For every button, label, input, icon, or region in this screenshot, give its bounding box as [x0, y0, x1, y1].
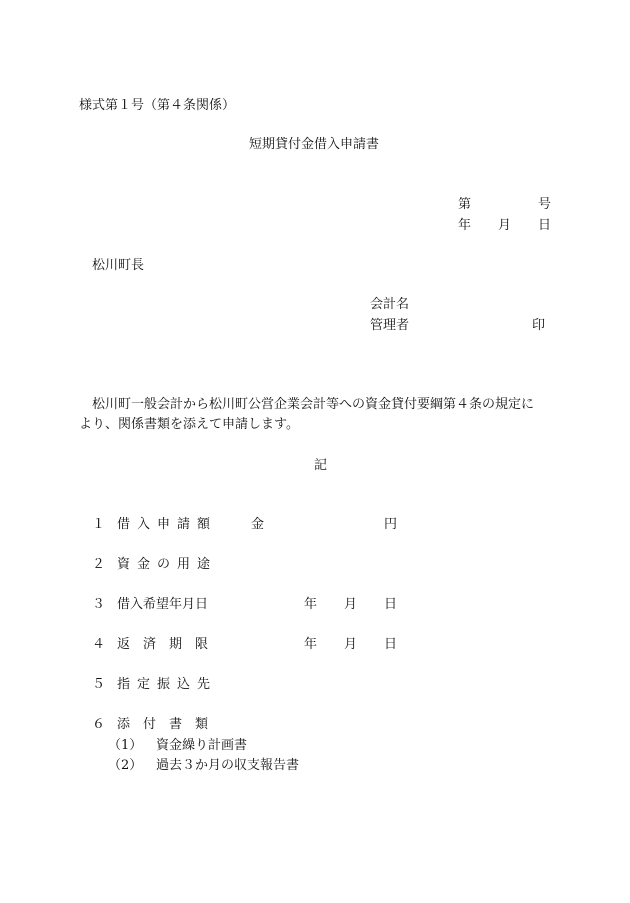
item3-number: ３ — [92, 597, 106, 612]
document-title: 短期貸付金借入申請書 — [249, 137, 380, 152]
number-suffix: 号 — [538, 197, 552, 212]
number-prefix: 第 — [458, 197, 472, 212]
item1-unit: 円 — [384, 517, 398, 532]
attachment-1-text: 資金繰り計画書 — [156, 738, 248, 753]
item3-year: 年 — [304, 597, 318, 612]
item1-label: 借入申請額 — [117, 517, 218, 532]
item5-label: 指定振込先 — [117, 677, 218, 692]
item4-year: 年 — [304, 637, 318, 652]
item3-label: 借入希望年月日 — [117, 597, 209, 612]
item3-day: 日 — [384, 597, 398, 612]
item4-month: 月 — [344, 637, 358, 652]
item4-number: ４ — [92, 637, 106, 652]
item6-number: ６ — [92, 717, 106, 732]
attachment-1-number: （1） — [108, 738, 143, 753]
attachment-2-text: 過去３か月の収支報告書 — [156, 758, 300, 773]
item4-label: 返済期限 — [117, 637, 222, 652]
account-name-label: 会計名 — [370, 297, 410, 312]
item4-day: 日 — [384, 637, 398, 652]
date-year: 年 — [458, 218, 472, 233]
date-day: 日 — [538, 218, 552, 233]
item3-month: 月 — [344, 597, 358, 612]
item5-number: ５ — [92, 677, 106, 692]
body-line-1: 松川町一般会計から松川町公営企業会計等への資金貸付要綱第４条の規定に — [92, 397, 535, 412]
manager-label: 管理者 — [370, 318, 410, 333]
item2-label: 資金の用途 — [117, 557, 218, 572]
record-heading: 記 — [314, 458, 328, 473]
date-month: 月 — [498, 218, 512, 233]
item1-number: １ — [92, 517, 106, 532]
body-line-2: より、関係書類を添えて申請します。 — [79, 417, 299, 432]
item1-currency-prefix: 金 — [251, 517, 265, 532]
form-number: 様式第１号（第４条関係） — [79, 98, 236, 113]
seal-mark: 印 — [532, 318, 546, 333]
addressee: 松川町長 — [92, 258, 145, 273]
item2-number: ２ — [92, 557, 106, 572]
item6-label: 添付書類 — [117, 717, 222, 732]
attachment-2-number: （2） — [108, 758, 143, 773]
